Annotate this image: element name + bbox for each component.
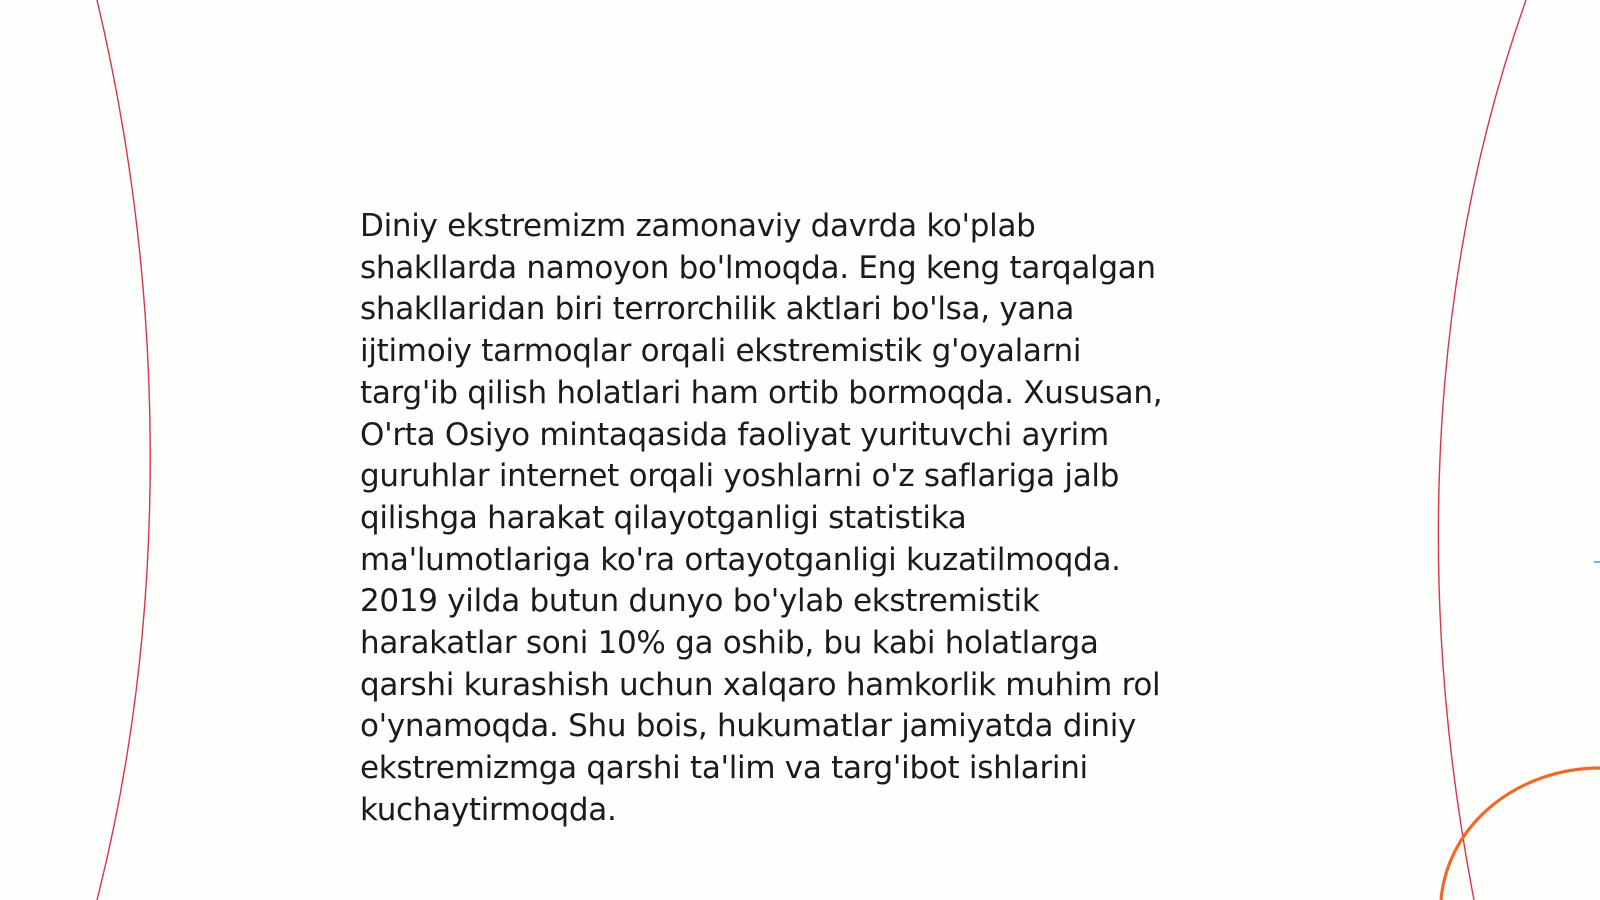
- text-line: qarshi kurashish uchun xalqaro hamkorlik muhim rol: [360, 666, 1161, 703]
- text-line: 2019 yilda butun dunyo bo'ylab ekstremistik: [360, 583, 1040, 620]
- text-line: shakllaridan biri terrorchilik aktlari bo'lsa, yana: [360, 291, 1075, 328]
- orange-arc-decoration: [1441, 768, 1600, 900]
- text-line: targ'ib qilish holatlari ham ortib bormoqda. Xususan,: [360, 374, 1163, 411]
- text-line: qilishga harakat qilayotganligi statistika: [360, 499, 967, 536]
- text-line: o'ynamoqda. Shu bois, hukumatlar jamiyatda diniy: [360, 708, 1137, 745]
- text-line: harakatlar soni 10% ga oshib, bu kabi holatlarga: [360, 625, 1099, 662]
- left-curve-decoration: [97, 0, 150, 900]
- text-line: shakllarda namoyon bo'lmoqda. Eng keng tarqalgan: [360, 249, 1156, 286]
- text-line: O'rta Osiyo mintaqasida faoliyat yurituvchi ayrim: [360, 416, 1109, 453]
- right-curve-decoration: [1438, 0, 1526, 900]
- text-line: Diniy ekstremizm zamonaviy davrda ko'plab: [360, 208, 1036, 244]
- slide-body-text: [360, 206, 1240, 832]
- text-line: ma'lumotlariga ko'ra ortayotganligi kuzatilmoqda.: [360, 541, 1121, 578]
- text-line: ijtimoiy tarmoqlar orqali ekstremistik g'oyalarni: [360, 333, 1082, 370]
- text-line: guruhlar internet orqali yoshlarni o'z saflariga jalb: [360, 458, 1120, 495]
- text-line: ekstremizmga qarshi ta'lim va targ'ibot ishlarini: [360, 750, 1088, 787]
- text-line: kuchaytirmoqda.: [360, 791, 617, 828]
